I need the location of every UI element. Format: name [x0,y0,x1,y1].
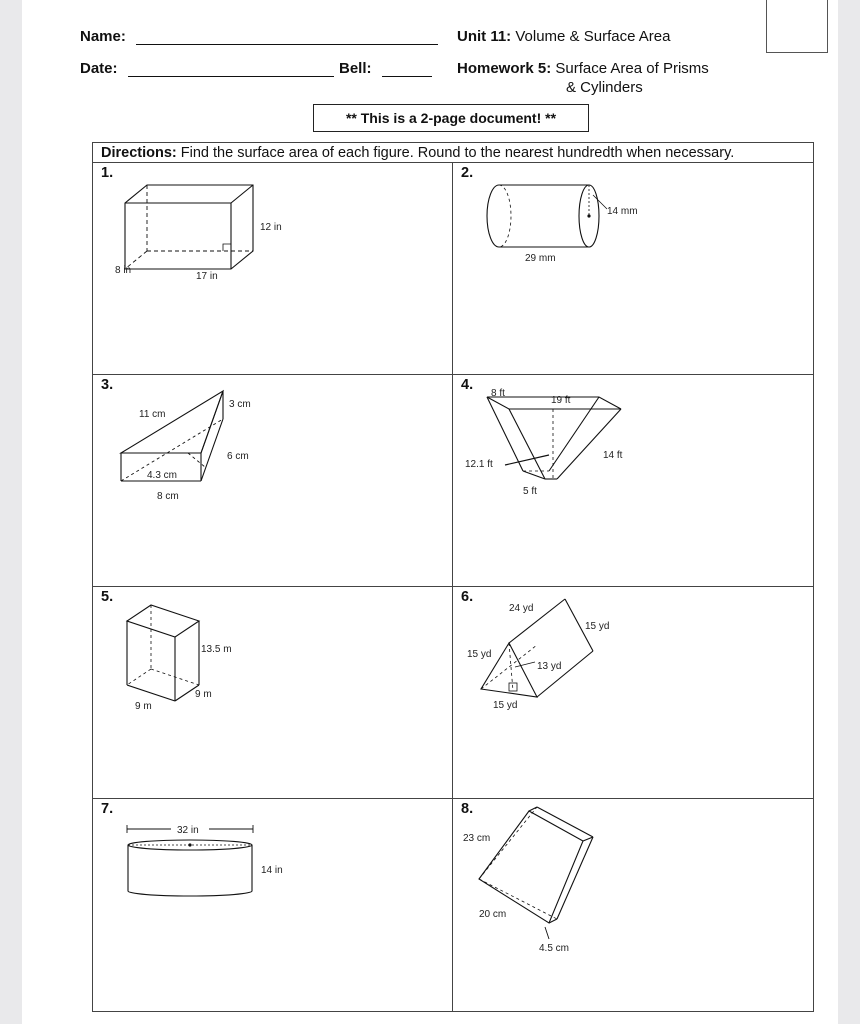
dimension-label: 8 ft [491,388,505,399]
dimension-label: 17 in [196,271,218,282]
triangular-prism-figure [453,587,813,799]
dimension-label: 11 cm [139,409,166,420]
problem-4-cell [453,375,813,587]
dimension-label: 29 mm [525,253,556,264]
dimension-label: 8 in [115,265,132,276]
directions-text: Find the surface area of each figure. Round to the nearest hundredth when necessary. [180,145,735,161]
problem-7-cell [93,799,453,1011]
dimension-label: 14 in [261,865,283,876]
problem-number: 1. [101,165,114,181]
problem-5-cell [93,587,453,799]
rectangular-prism-figure [93,163,453,375]
homework-label: Homework 5: [457,60,552,77]
bell-field[interactable] [339,60,432,77]
square-prism-figure [93,587,453,799]
problem-6-cell [453,587,813,799]
homework-heading [457,60,709,77]
dimension-label: 14 mm [607,206,638,217]
problem-grid [92,142,814,1012]
dimension-label: 19 ft [551,395,571,406]
dimension-label: 5 ft [523,486,537,497]
unit-label: Unit 11: [457,28,512,45]
dimension-label: 23 cm [463,833,491,844]
date-label: Date: [80,60,118,77]
dimension-label: 13 yd [537,661,562,672]
problem-number: 7. [101,801,114,817]
unit-title: Volume & Surface Area [515,28,671,45]
worksheet-page [22,0,838,1024]
cylinder-figure [93,799,453,1011]
dimension-label: 15 yd [493,700,518,711]
problem-3-cell [93,375,453,587]
problem-number: 2. [461,165,474,181]
name-label: Name: [80,28,126,45]
problem-number: 4. [461,377,474,393]
date-line[interactable] [128,62,334,77]
dimension-label: 20 cm [479,909,507,920]
dimension-label: 12 in [260,222,282,233]
directions-label: Directions: [101,145,177,161]
dimension-label: 6 cm [227,451,249,462]
date-field[interactable] [80,60,334,77]
dimension-label: 24 yd [509,603,534,614]
problem-8-cell [453,799,813,1011]
dimension-label: 32 in [177,825,199,836]
cylinder-figure [453,163,813,375]
homework-title-line2: & Cylinders [566,79,643,96]
notice-box: ** This is a 2-page document! ** [313,104,589,132]
unit-heading [457,28,670,45]
dimension-label: 9 m [195,689,212,700]
dimension-label: 13.5 m [201,644,232,655]
homework-title: Surface Area of Prisms [555,60,709,77]
trapezoidal-prism-figure [453,375,813,587]
dimension-label: 14 ft [603,450,623,461]
name-field[interactable] [80,28,438,45]
problem-number: 8. [461,801,474,817]
dimension-label: 15 yd [467,649,492,660]
score-box [766,0,828,53]
dimension-label: 9 m [135,701,152,712]
dimension-label: 15 yd [585,621,610,632]
directions [93,143,813,163]
dimension-label: 4.3 cm [147,470,178,481]
problem-1-cell [93,163,453,375]
problem-number: 3. [101,377,114,393]
dimension-label: 12.1 ft [465,459,493,470]
bell-label: Bell: [339,60,372,77]
problem-number: 5. [101,589,114,605]
rectangular-prism-figure [453,799,813,1011]
dimension-label: 4.5 cm [539,943,570,954]
problem-number: 6. [461,589,474,605]
name-line[interactable] [136,30,438,45]
problem-2-cell [453,163,813,375]
dimension-label: 8 cm [157,491,179,502]
triangular-prism-figure [93,375,453,587]
bell-line[interactable] [382,62,432,77]
dimension-label: 3 cm [229,399,251,410]
